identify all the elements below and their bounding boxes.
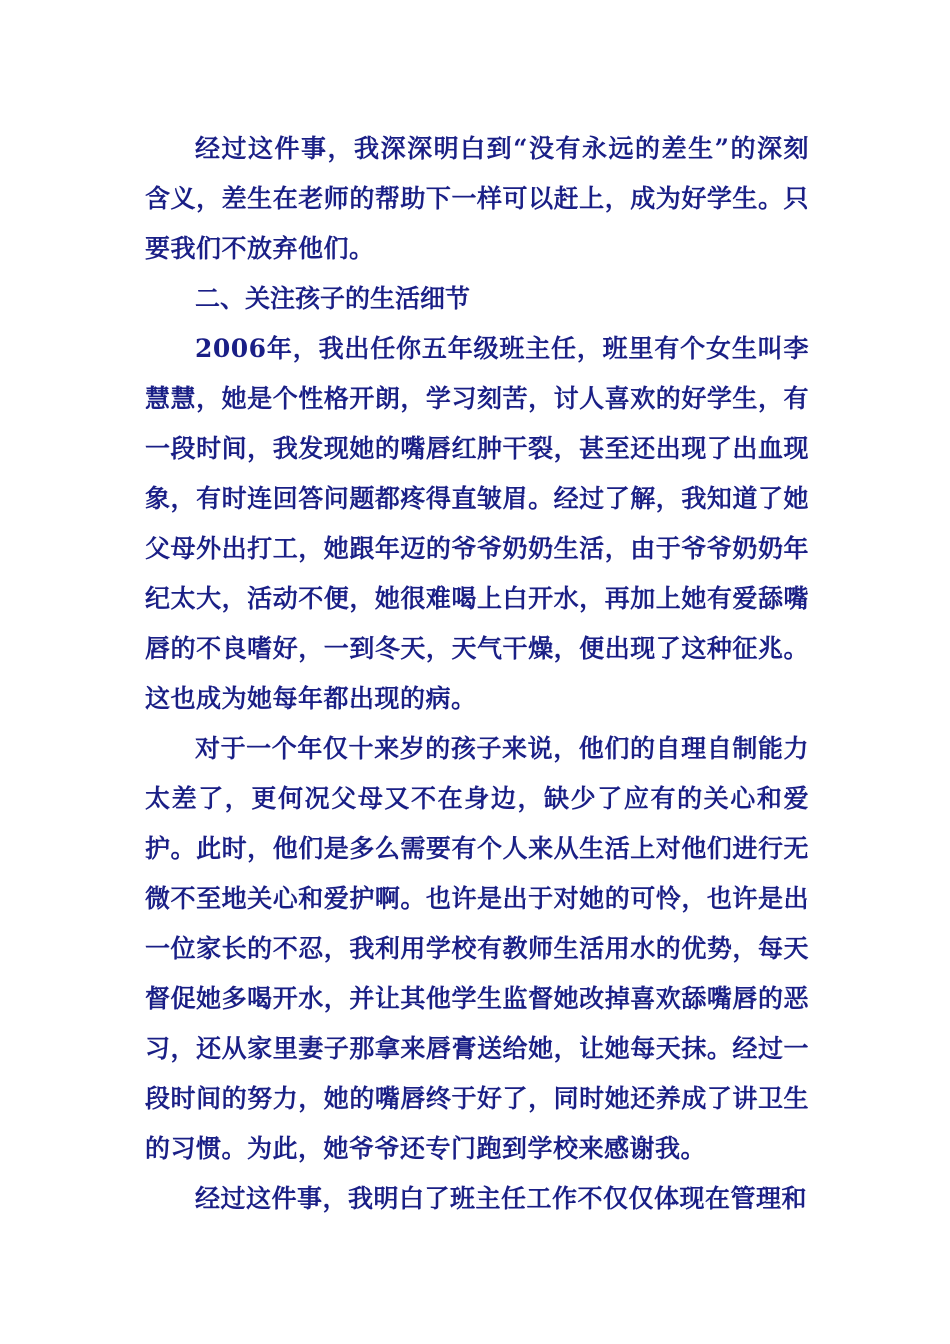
section-heading: 二、关注孩子的生活细节 <box>195 284 471 313</box>
paragraph-reflection: 对于一个年仅十来岁的孩子来说，他们的自理自制能力太差了，更何况父母又不在身边，缺少了应有的关心和爱护。此时，他们是多么需要有个人来从生活上对他们进行无微不至地关心和爱护啊。也许是出于对她的可怜，也许是出一位家长的不忍，我利用学校有教师生活用水的优势，每天督促她多喝开水，并让其他学生监督她改掉喜欢舔嘴唇的恶习，还从家里妻子那拿来唇膏送给她，让她每天抹。经过一段时间的努力，她的嘴唇终于好了，同时她还养成了讲卫生的习惯。为此，她爷爷还专门跑到学校来感谢我。 <box>145 734 809 1163</box>
paragraph-conclusion-2: 经过这件事，我明白了班主任工作不仅仅体现在管理和 <box>195 1184 808 1213</box>
paragraph-story: 2006年，我出任你五年级班主任，班里有个女生叫李慧慧，她是个性格开朗，学习刻苦，讨人喜欢的好学生，有一段时间，我发现她的嘴唇红肿干裂，甚至还出现了出血现象，有时连回答问题都疼得直皱眉。经过了解，我知道了她父母外出打工，她跟年迈的爷爷奶奶生活，由于爷爷奶奶年纪太大，活动不便，她很难喝上白开水，再加上她有爱舔嘴唇的不良嗜好，一到冬天，天气干燥，便出现了这种征兆。这也成为她每年都出现的病。 <box>145 334 809 713</box>
document-body <box>145 124 809 1224</box>
paragraph-conclusion-1: 经过这件事，我深深明白到“没有永远的差生”的深刻含义，差生在老师的帮助下一样可以赶上，成为好学生。只要我们不放弃他们。 <box>145 134 809 263</box>
